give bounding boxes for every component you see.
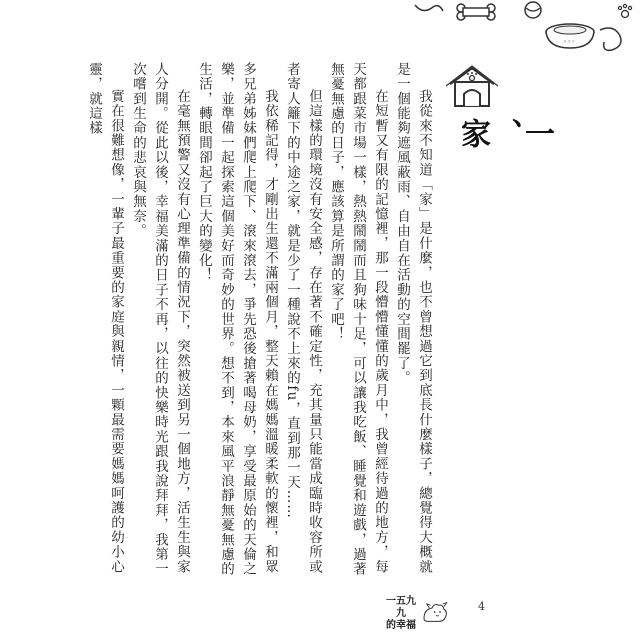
brand-line-1: 一五九九	[386, 596, 416, 619]
chapter-title	[456, 118, 552, 162]
svg-text:◦◦◦: ◦◦◦	[563, 38, 576, 46]
paragraph: 但這樣的環境沒有安全感，存在著不確定性，充其量只能當成臨時收容所或者寄人籬下的中途之家，就是少了一種說不上來的fu，直到那一天……	[284, 62, 322, 575]
brand-line-2: 的幸福	[386, 620, 416, 631]
paragraph: 我依稀記得，才剛出生還不滿兩個月，整天賴在媽媽溫暖柔軟的懷裡，和眾多兄弟姊妹們爬上爬下、滾來滾去，爭先恐後搶著喝母奶，享受最原始的天倫之樂，並準備一起探索這個美好而奇妙的世界。想不到，本來風平浪靜無憂無慮的生活，轉眼間卻起了巨大的變化！	[196, 62, 278, 577]
paragraph: 我從來不知道「家」是什麼，也不曾想過它到底長什麼樣子，總覺得大概就是一個能夠遮風蔽雨、自由自在活動的空間罷了。	[394, 62, 432, 575]
paragraph: 在短暫又有限的記憶裡，那一段懵懵懂懂的歲月中，我曾經待過的地方，每天都跟菜市場一樣，熱熱鬧鬧而且狗味十足，可以讓我吃飯、睡覺和遊戲，過著無憂無慮的日子，應該算是所謂的家了吧！	[328, 62, 388, 577]
chapter-body	[86, 62, 435, 582]
page-number: 4	[478, 600, 485, 613]
paragraph: 實在很難想像，一輩子最重要的家庭與親情，一顆最需要媽媽呵護的幼小心靈，就這樣	[86, 62, 124, 575]
bone-icon	[457, 4, 495, 20]
doghouse-icon	[446, 64, 498, 108]
dog-icon	[420, 592, 460, 632]
paragraph: 在毫無預警又沒有心理準備的情況下，突然被送到另一個地方，活生生與家人分開。從此以後，幸福美滿的日子不再，以往的快樂時光跟我說拜拜，我第一次嚐到生命的悲哀與無奈。	[130, 62, 190, 577]
chapter-separator: 、	[487, 118, 522, 162]
pet-doodles-icon	[405, 0, 640, 60]
dog-bowl-icon	[546, 24, 594, 48]
paw-icon	[618, 4, 631, 17]
chapter-heading: 家	[455, 118, 490, 162]
chapter-number: 一	[519, 118, 554, 162]
book-brand-logo	[383, 596, 419, 632]
